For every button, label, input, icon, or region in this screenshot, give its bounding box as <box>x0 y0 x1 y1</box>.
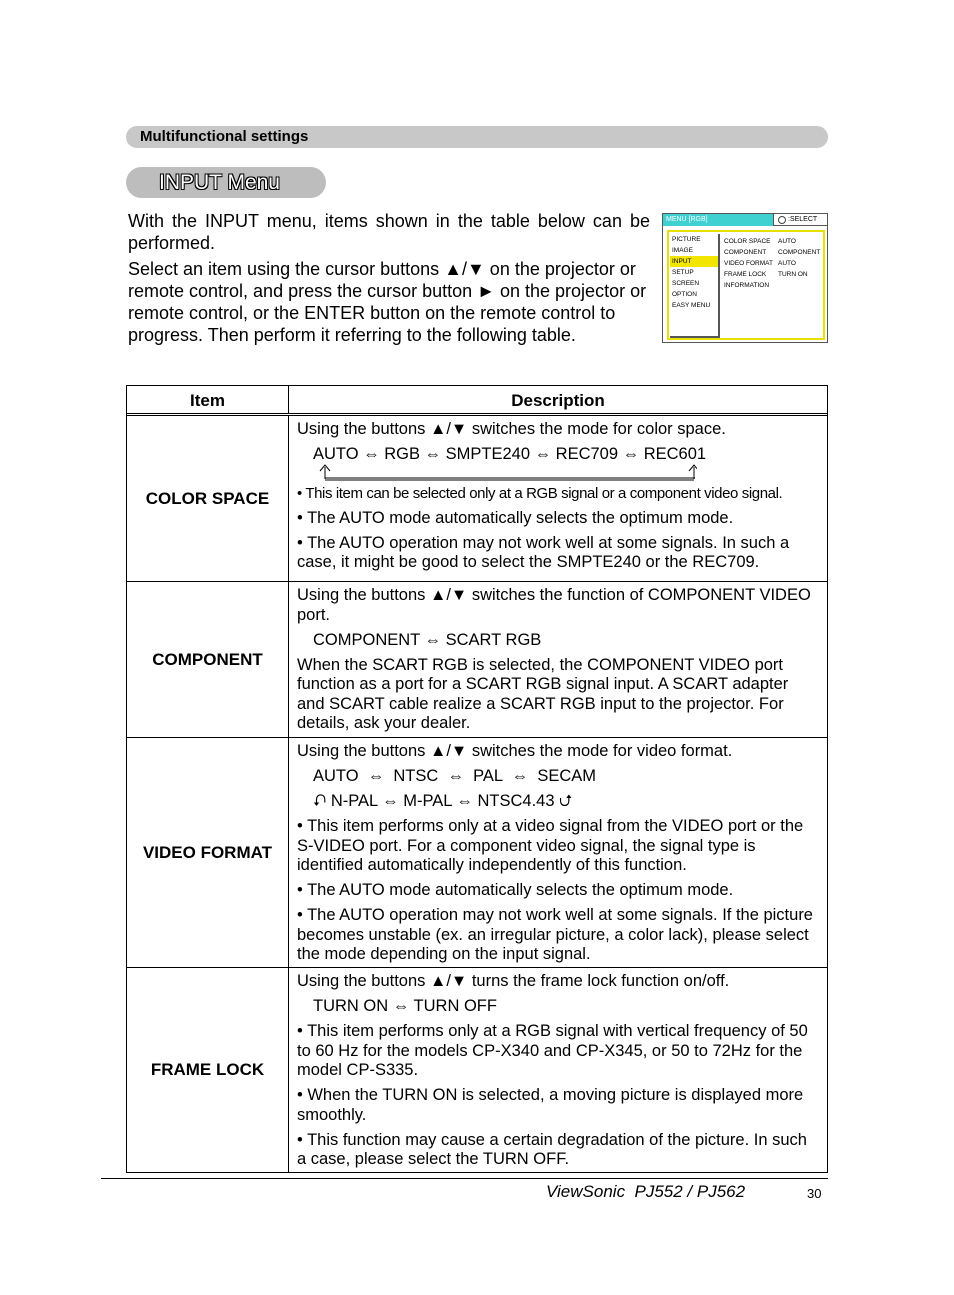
description-cell <box>289 968 827 1172</box>
description-note: • When the TURN ON is selected, a moving picture is displayed more smoothly. <box>297 1086 804 1124</box>
description-cell <box>289 416 827 581</box>
loop-start-arrow-icon: ⮏ <box>313 792 327 810</box>
osd-body <box>667 230 825 340</box>
page-number: 30 <box>807 1186 822 1201</box>
osd-setting-value: COMPONENT <box>778 249 821 256</box>
osd-menu-item: PICTURE <box>672 236 701 243</box>
table-row-video-format <box>127 738 827 968</box>
description-line: Using the buttons ▲/▼ switches the mode for video format. <box>297 742 733 760</box>
footer-brand: ViewSonic PJ552 / PJ562 <box>546 1182 746 1201</box>
osd-menu-item-active: INPUT <box>670 256 718 267</box>
osd-select-hint <box>773 214 827 226</box>
mode-cycle-continued <box>297 792 819 812</box>
item-cell: FRAME LOCK <box>127 968 289 1172</box>
menu-title-pill <box>126 167 326 198</box>
menu-title: INPUT Menu <box>159 171 280 194</box>
description-note: • The AUTO mode automatically selects the optimum mode. <box>297 881 734 899</box>
osd-header <box>663 214 827 226</box>
description-line: Using the buttons ▲/▼ switches the function of COMPONENT VIDEO port. <box>297 586 811 624</box>
osd-setting-name: INFORMATION <box>724 282 770 289</box>
description-cell <box>289 738 827 967</box>
osd-menu-illustration <box>662 213 828 343</box>
intro-text <box>128 210 650 350</box>
osd-setting-name: COMPONENT <box>724 249 767 256</box>
section-header-bar <box>126 126 828 148</box>
mode-cycle: AUTO ⇔ NTSC ⇔ PAL ⇔ SECAM <box>313 767 596 785</box>
osd-menu-item: EASY MENU <box>672 302 711 309</box>
table-row-frame-lock <box>127 968 827 1172</box>
item-cell: VIDEO FORMAT <box>127 738 289 967</box>
osd-setting-values <box>778 236 826 280</box>
mode-cycle: TURN ON ⇔ TURN OFF <box>313 997 497 1015</box>
section-title: Multifunctional settings <box>140 128 309 145</box>
description-note: • This item performs only at a RGB signal with vertical frequency of 50 to 60 Hz for the models CP-X340 and CP-X345, or 50 to 72Hz for the model CP-S335. <box>297 1022 808 1079</box>
header-description: Description <box>511 391 605 410</box>
description-line: Using the buttons ▲/▼ turns the frame lock function on/off. <box>297 972 730 990</box>
table-header <box>127 386 827 416</box>
osd-setting-name: FRAME LOCK <box>724 271 767 278</box>
mode-cycle-line-2: N-PAL ⇔ M-PAL ⇔ NTSC4.43 <box>330 792 555 810</box>
header-item: Item <box>127 386 289 413</box>
description-cell <box>289 582 827 737</box>
osd-menu-list <box>670 234 720 338</box>
osd-select-label: :SELECT <box>788 216 818 223</box>
description-line: Using the buttons ▲/▼ switches the mode for color space. <box>297 420 726 438</box>
osd-menu-item: SCREEN <box>672 280 700 287</box>
intro-paragraph-1: With the INPUT menu, items shown in the table below can be performed. <box>128 211 650 253</box>
return-arrow-icon <box>297 461 697 482</box>
item-cell: COLOR SPACE <box>127 416 289 581</box>
description-note: • This item can be selected only at a RGB signal or a component video signal. <box>297 484 783 502</box>
osd-setting-value: AUTO <box>778 238 796 245</box>
select-button-icon <box>778 216 786 224</box>
osd-menu-item: SETUP <box>672 269 694 276</box>
table-row-component <box>127 582 827 738</box>
osd-setting-value: AUTO <box>778 260 796 267</box>
osd-setting-name: COLOR SPACE <box>724 238 771 245</box>
description-note: • The AUTO operation may not work well at some signals. In such a case, it might be good to select the SMPTE240 or the REC709. <box>297 533 790 571</box>
item-cell: COMPONENT <box>127 582 289 737</box>
osd-setting-names <box>724 236 780 291</box>
mode-cycle: AUTO ⇔ RGB ⇔ SMPTE240 ⇔ REC709 ⇔ REC601 <box>313 445 707 463</box>
osd-header-title: MENU [RGB] <box>666 216 708 223</box>
input-menu-table <box>126 385 828 1173</box>
osd-menu-item: OPTION <box>672 291 697 298</box>
osd-menu-item: IMAGE <box>672 247 693 254</box>
description-note: When the SCART RGB is selected, the COMPONENT VIDEO port function as a port for a SCART RGB signal input. A SCART adapter and SCART cable realize a SCART RGB input to the projector. For details, ask your dealer. <box>297 655 789 732</box>
description-note: • The AUTO operation may not work well at some signals. If the picture becomes unstable (ex. an irregular picture, a color lack), please select the mode depending on the input signal. <box>297 906 813 963</box>
osd-setting-name: VIDEO FORMAT <box>724 260 773 267</box>
footer-rule <box>101 1178 828 1179</box>
description-note: • This item performs only at a video signal from the VIDEO port or the S-VIDEO port. For a component video signal, the signal type is identified automatically independently of this function. <box>297 817 804 874</box>
description-note: • This function may cause a certain degradation of the picture. In such a case, please select the TURN OFF. <box>297 1130 807 1168</box>
mode-cycle: COMPONENT ⇔ SCART RGB <box>313 630 542 649</box>
osd-setting-value: TURN ON <box>778 271 808 278</box>
loop-end-arrow-icon: ⮍ <box>559 792 573 810</box>
table-row-color-space <box>127 416 827 582</box>
description-note: • The AUTO mode automatically selects the optimum mode. <box>297 508 734 527</box>
cycle-return-arrow <box>297 461 819 482</box>
intro-paragraph-2: Select an item using the cursor buttons ▲/▼ on the projector or remote control, and press the cursor button ► on the projector or remote control, or the ENTER button on the remote control to progress. Then perform it referring to the following table. <box>128 259 647 345</box>
